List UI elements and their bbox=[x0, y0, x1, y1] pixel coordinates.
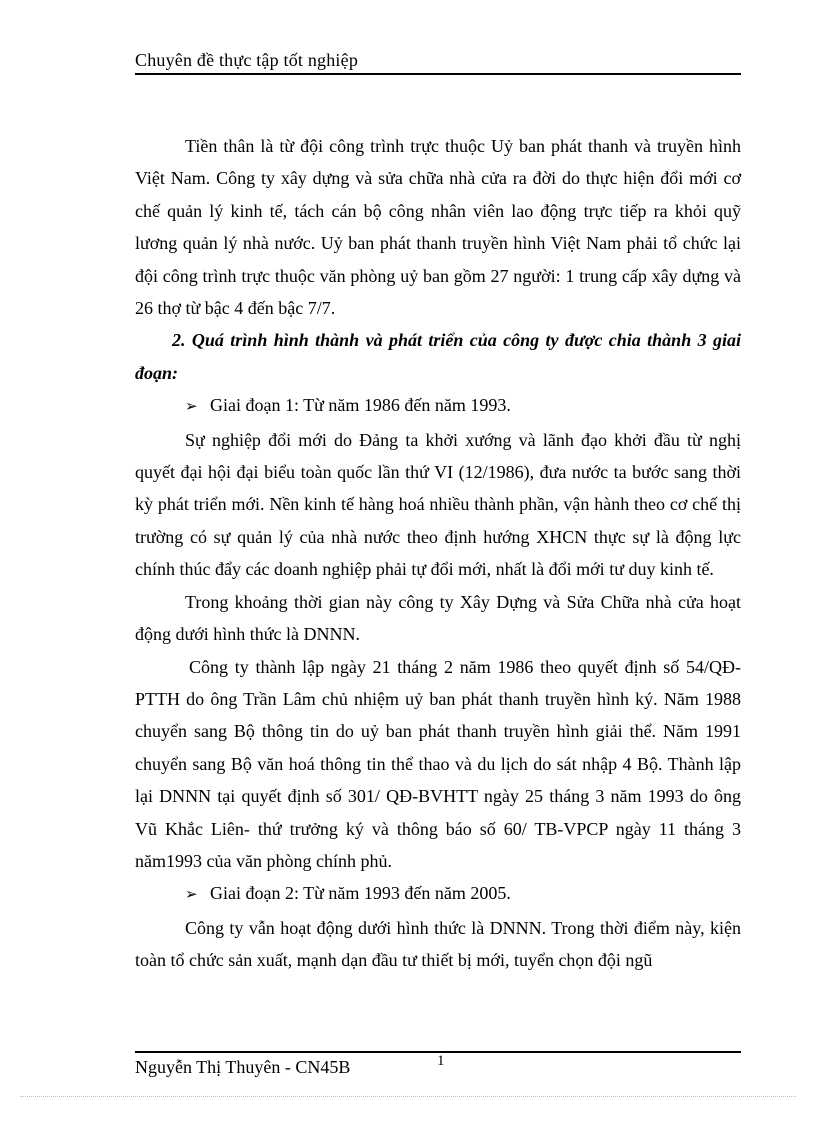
document-body bbox=[135, 130, 741, 977]
arrow-bullet-icon: ➢ bbox=[185, 887, 198, 904]
paragraph-dnnn: Trong khoảng thời gian này công ty Xây Dựng và Sửa Chữa nhà cửa hoạt động dưới hình thức là DNNN. bbox=[135, 591, 741, 645]
page-number: 1 bbox=[437, 1053, 445, 1069]
header-divider bbox=[135, 73, 741, 75]
footer-author: Nguyễn Thị Thuyên - CN45B bbox=[135, 1057, 351, 1077]
arrow-bullet-icon: ➢ bbox=[185, 399, 198, 416]
paragraph-intro: Tiền thân là từ đội công trình trực thuộc Uỷ ban phát thanh và truyền hình Việt Nam. Công ty xây dựng và sửa chữa nhà cửa ra đời do thực hiện đổi mới cơ chế quản lý kinh tế, tách cán bộ công nhân viên lao động trực tiếp ra khỏi quỹ lương quản lý nhà nước. Uỷ ban phát thanh truyền hình Việt Nam phải tổ chức lại đội công trình trực thuộc văn phòng uỷ ban gồm 27 người: 1 trung cấp xây dựng và 26 thợ từ bậc 4 đến bậc 7/7. bbox=[135, 136, 741, 319]
bullet-text: Giai đoạn 2: Từ năm 1993 đến năm 2005. bbox=[210, 883, 511, 904]
paragraph-renovation: Sự nghiệp đổi mới do Đảng ta khởi xướng và lãnh đạo khởi đầu từ nghị quyết đại hội đại biểu toàn quốc lần thứ VI (12/1986), đưa nước ta bước sang thời kỳ phát triển mới. Nền kinh tế hàng hoá nhiều thành phần, vận hành theo cơ chế thị trường có sự quản lý của nhà nước theo định hướng XHCN thực sự là động lực chính thúc đẩy các doanh nghiệp phải tự đổi mới, nhất là đổi mới tư duy kinh tế. bbox=[135, 429, 741, 580]
paragraph-founding: Công ty thành lập ngày 21 tháng 2 năm 1986 theo quyết định số 54/QĐ- PTTH do ông Trần Lâm chủ nhiệm uỷ ban phát thanh truyền hình ký. Năm 1988 chuyển sang Bộ thông tin do uỷ ban phát thanh truyền hình giải thể. Năm 1991 chuyển sang Bộ văn hoá thông tin thể thao và du lịch do sát nhập 4 Bộ. Thành lập lại DNNN tại quyết định số 301/ QĐ-BVHTT ngày 25 tháng 3 năm 1993 do ông Vũ Khắc Liên- thứ trưởng ký và thông báo số 60/ TB-VPCP ngày 11 tháng 3 năm1993 của văn phòng chính phủ. bbox=[135, 656, 741, 871]
bullet-text: Giai đoạn 1: Từ năm 1986 đến năm 1993. bbox=[210, 395, 511, 416]
page-header-title: Chuyên đề thực tập tốt nghiệp bbox=[135, 50, 359, 70]
section-heading: 2. Quá trình hình thành và phát triển của công ty được chia thành 3 giai đoạn: bbox=[135, 330, 741, 383]
bullet-item-stage-1 bbox=[135, 389, 741, 423]
page-boundary-line bbox=[20, 1096, 796, 1097]
bullet-item-stage-2 bbox=[135, 877, 741, 911]
paragraph-stage-2: Công ty vẫn hoạt động dưới hình thức là DNNN. Trong thời điểm này, kiện toàn tổ chức sản xuất, mạnh dạn đầu tư thiết bị mới, tuyển chọn đội ngũ bbox=[135, 917, 741, 971]
